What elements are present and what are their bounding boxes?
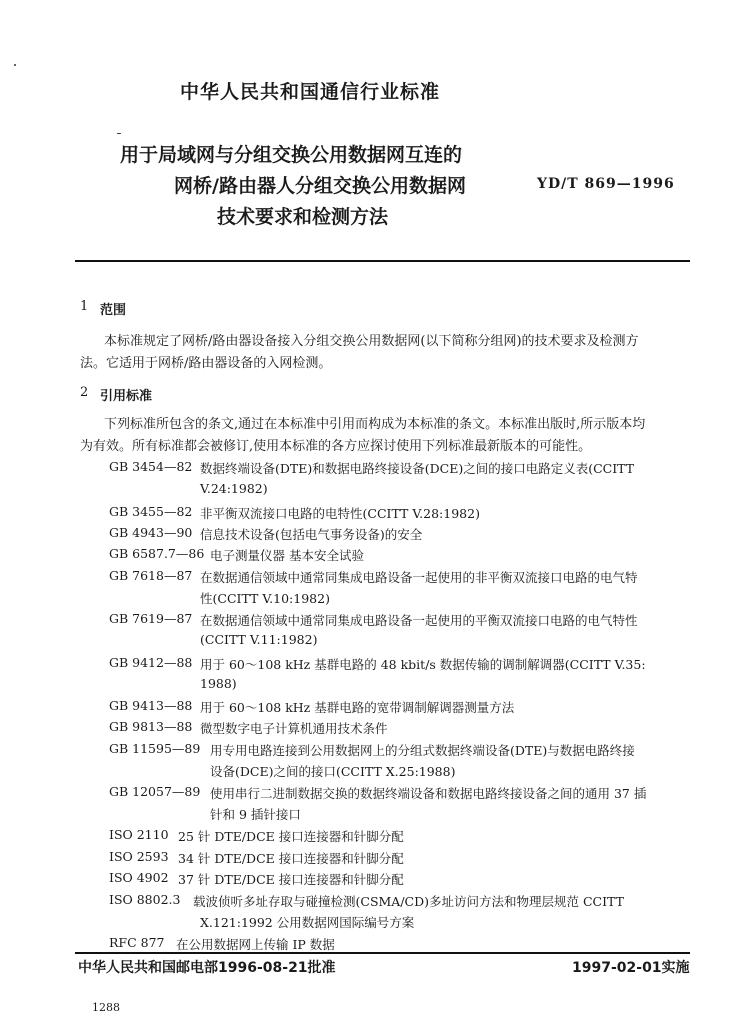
ref-text-cont: 1988) <box>200 676 237 691</box>
ref-text: 25 针 DTE/DCE 接口连接器和针脚分配 <box>178 829 404 844</box>
ref-code: GB 11595—89 <box>109 741 201 756</box>
title-line-1: 用于局域网与分组交换公用数据网互连的 <box>120 144 463 166</box>
ref-code: GB 9413—88 <box>109 698 193 713</box>
ref-text: 微型数字电子计算机通用技术条件 <box>200 721 388 736</box>
ref-code: GB 9412—88 <box>109 655 193 670</box>
footer-divider <box>75 952 690 954</box>
ref-text: 用专用电路连接到公用数据网上的分组式数据终端设备(DTE)与数据电路终接 <box>210 743 635 758</box>
ref-text: 在数据通信领域中通常同集成电路设备一起使用的平衡双流接口电路的电气特性 <box>200 613 638 628</box>
section-2-para-line-2: 为有效。所有标准都会被修订,使用本标准的各方应探讨使用下列标准最新版本的可能性。 <box>80 439 592 454</box>
scan-speck <box>14 64 16 66</box>
ref-code: ISO 2110 <box>109 827 169 842</box>
ref-text: 非平衡双流接口电路的电特性(CCITT V.28:1982) <box>200 506 480 521</box>
implementation-date: 1997-02-01实施 <box>572 960 690 976</box>
ref-text: 用于 60～108 kHz 基群电路的 48 kbit/s 数据传输的调制解调器(CCITT V.35: <box>200 657 646 672</box>
section-2-number: 2 <box>80 385 89 400</box>
scan-speck <box>117 133 121 134</box>
ref-text-cont: 性(CCITT V.10:1982) <box>200 591 330 606</box>
title-line-2: 网桥/路由器人分组交换公用数据网 <box>174 175 466 197</box>
ref-text: 37 针 DTE/DCE 接口连接器和针脚分配 <box>178 872 404 887</box>
ref-text: 用于 60～108 kHz 基群电路的宽带调制解调器测量方法 <box>200 700 515 715</box>
ref-text: 信息技术设备(包括电气事务设备)的安全 <box>200 527 423 542</box>
header-divider <box>75 260 690 262</box>
ref-text: 34 针 DTE/DCE 接口连接器和针脚分配 <box>178 851 404 866</box>
ref-text: 在数据通信领域中通常同集成电路设备一起使用的非平衡双流接口电路的电气特 <box>200 570 638 585</box>
ref-code: GB 3454—82 <box>109 459 193 474</box>
ref-code: GB 9813—88 <box>109 719 193 734</box>
section-2-para-line-1: 下列标准所包含的条文,通过在本标准中引用而构成为本标准的条文。本标准出版时,所示版本均 <box>104 417 646 432</box>
ref-text: 在公用数据网上传输 IP 数据 <box>176 937 335 952</box>
ref-text-cont: X.121:1992 公用数据网国际编号方案 <box>200 915 415 930</box>
standard-number: YD/T 869—1996 <box>537 176 675 192</box>
issue-date: 中华人民共和国邮电部1996-08-21批准 <box>78 960 336 976</box>
page-number: 1288 <box>92 1001 120 1014</box>
section-1-para-line-1: 本标准规定了网桥/路由器设备接入分组交换公用数据网(以下简称分组网)的技术要求及检测方 <box>104 334 639 349</box>
ref-code: GB 4943—90 <box>109 525 193 540</box>
section-2-title: 引用标准 <box>100 389 153 404</box>
ref-text: 数据终端设备(DTE)和数据电路终接设备(DCE)之间的接口电路定义表(CCITT <box>200 461 635 476</box>
ref-text-cont: V.24:1982) <box>200 481 268 496</box>
organization-standard-header: 中华人民共和国通信行业标准 <box>179 81 440 103</box>
section-1-para-line-2: 法。它适用于网桥/路由器设备的入网检测。 <box>80 356 332 371</box>
section-1-title: 范围 <box>100 303 127 318</box>
ref-text: 载波侦听多址存取与碰撞检测(CSMA/CD)多址访问方法和物理层规范 CCITT <box>193 894 624 909</box>
ref-code: ISO 2593 <box>109 849 169 864</box>
section-1-number: 1 <box>80 299 89 314</box>
ref-code: ISO 8802.3 <box>109 892 181 907</box>
title-line-3: 技术要求和检测方法 <box>217 206 389 228</box>
ref-code: ISO 4902 <box>109 870 169 885</box>
ref-code: RFC 877 <box>109 935 165 950</box>
ref-text: 电子测量仪器 基本安全试验 <box>210 548 364 563</box>
ref-code: GB 3455—82 <box>109 504 193 519</box>
ref-code: GB 7618—87 <box>109 568 193 583</box>
ref-text-cont: 针和 9 插针接口 <box>210 807 301 822</box>
ref-code: GB 6587.7—86 <box>109 546 205 561</box>
ref-code: GB 12057—89 <box>109 784 201 799</box>
ref-code: GB 7619—87 <box>109 611 193 626</box>
ref-text-cont: 设备(DCE)之间的接口(CCITT X.25:1988) <box>210 764 456 779</box>
ref-text-cont: (CCITT V.11:1982) <box>200 632 318 647</box>
ref-text: 使用串行二进制数据交换的数据终端设备和数据电路终接设备之间的通用 37 插 <box>210 786 647 801</box>
